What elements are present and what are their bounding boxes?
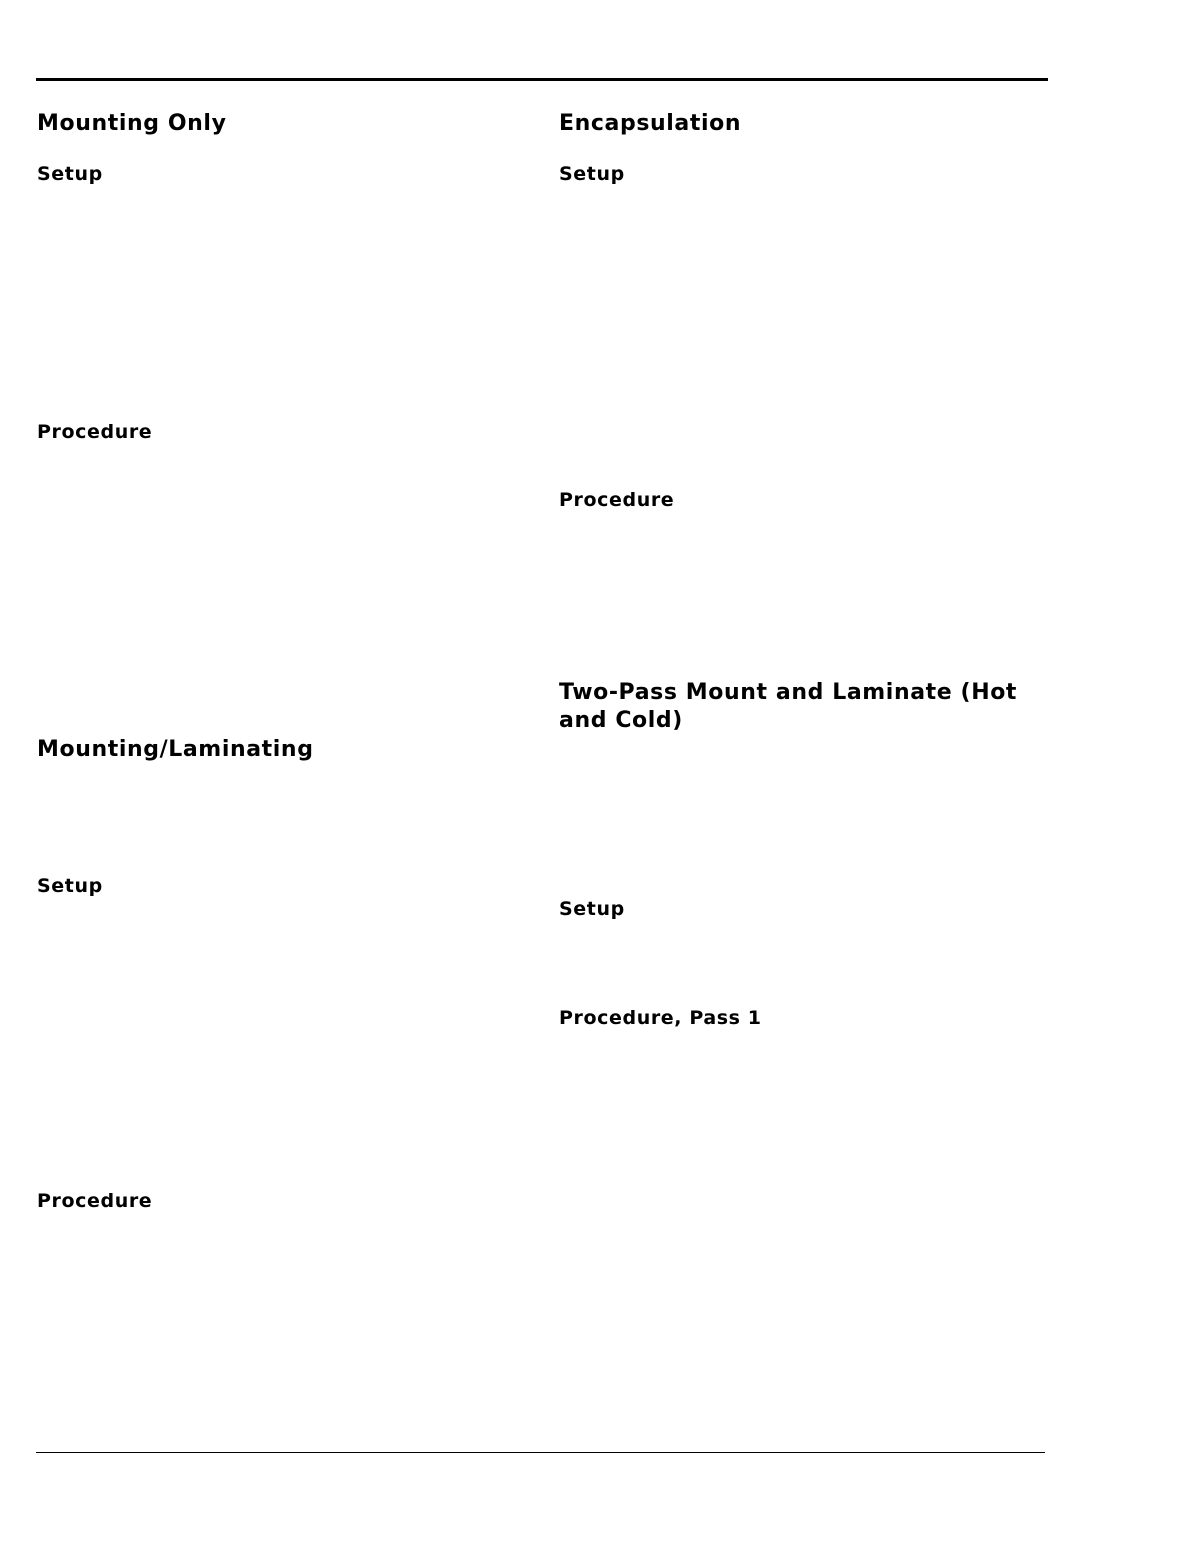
footer-rule xyxy=(36,1452,1045,1453)
section-title-mounting-only: Mounting Only xyxy=(37,111,227,136)
subheading-procedure: Procedure xyxy=(559,489,675,511)
section-title-mounting-laminating: Mounting/Laminating xyxy=(37,737,314,762)
section-title-encapsulation: Encapsulation xyxy=(559,111,742,136)
section-title-two-pass-mount-laminate: Two-Pass Mount and Laminate (Hot and Cold) xyxy=(559,680,1018,733)
subheading-setup: Setup xyxy=(37,163,103,185)
subheading-setup: Setup xyxy=(37,875,103,897)
subheading-setup: Setup xyxy=(559,898,625,920)
subheading-procedure: Procedure xyxy=(37,421,153,443)
header-rule xyxy=(36,78,1048,81)
subheading-procedure-pass-1: Procedure, Pass 1 xyxy=(559,1007,762,1029)
subheading-setup: Setup xyxy=(559,163,625,185)
subheading-procedure: Procedure xyxy=(37,1190,153,1212)
